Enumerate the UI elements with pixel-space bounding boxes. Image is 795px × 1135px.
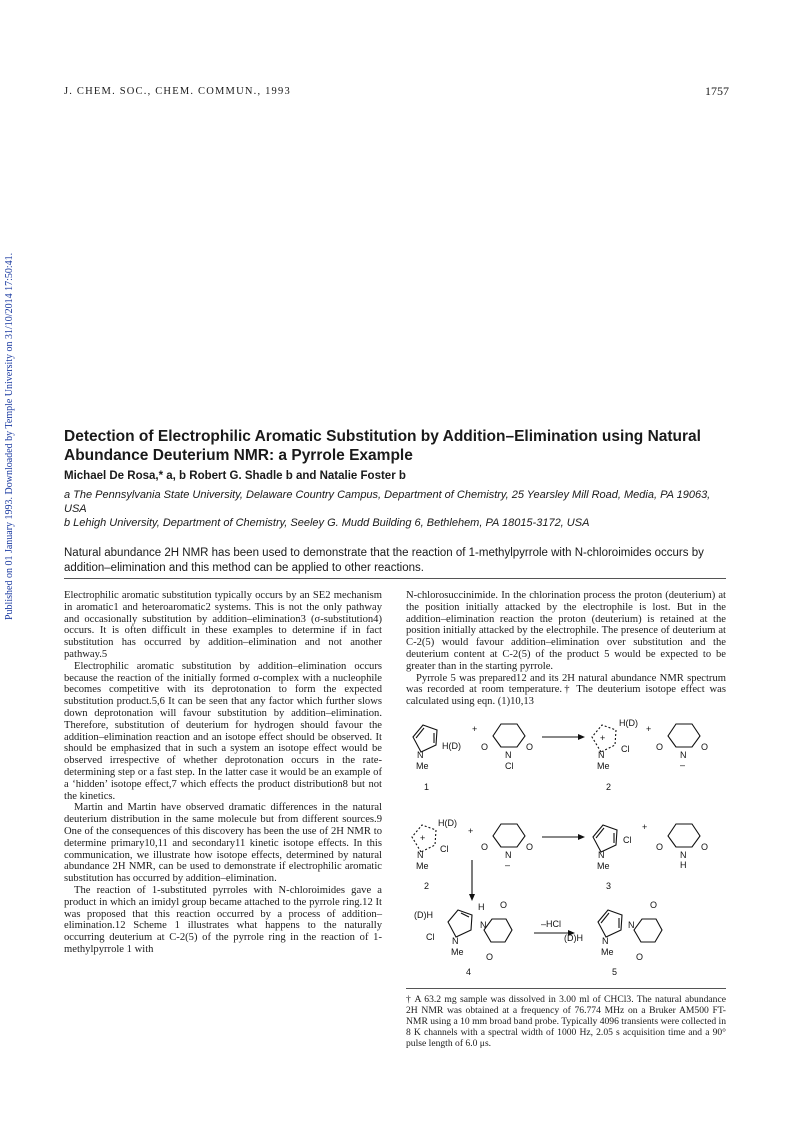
svg-text:N: N [680, 850, 687, 860]
compound-number: 2 [424, 881, 430, 891]
svg-text:Me: Me [597, 861, 610, 871]
article-title: Detection of Electrophilic Aromatic Substitution by Addition–Elimination using Natural Abundance Deuterium NMR: a Pyrrole Example [64, 428, 701, 464]
svg-text:Cl: Cl [623, 835, 632, 845]
svg-text:+: + [646, 724, 652, 734]
svg-text:H(D): H(D) [438, 818, 457, 828]
body-column-left [64, 590, 382, 956]
svg-text:+: + [420, 833, 426, 843]
running-head: J. CHEM. SOC., CHEM. COMMUN., 1993 [64, 86, 291, 97]
svg-text:O: O [650, 900, 658, 910]
download-notice-text: Published on 01 January 1993. Downloaded by Temple University on 31/10/2014 17:50:41. [4, 252, 15, 620]
svg-text:H(D): H(D) [619, 718, 638, 728]
svg-text:–: – [505, 860, 511, 870]
abstract-rule [64, 578, 726, 579]
scheme-label: H(D) [442, 741, 461, 751]
svg-text:O: O [526, 842, 534, 852]
author-list: Michael De Rosa,* a, b Robert G. Shadle b and Natalie Foster b [64, 470, 406, 482]
affiliation-a: a The Pennsylvania State University, Delaware Country Campus, Department of Chemistry, 25 Yearsley Mill Road, Media, PA 19063, USA [64, 489, 711, 515]
svg-text:Me: Me [597, 761, 610, 771]
svg-text:Me: Me [416, 861, 429, 871]
svg-text:O: O [656, 742, 664, 752]
svg-text:+: + [600, 733, 606, 743]
svg-text:+: + [468, 826, 474, 836]
svg-text:–HCl: –HCl [541, 919, 562, 929]
svg-text:Me: Me [601, 947, 614, 957]
body-column-right [406, 590, 726, 708]
svg-text:N: N [480, 920, 487, 930]
svg-text:(D)H: (D)H [414, 910, 433, 920]
svg-text:O: O [486, 952, 494, 962]
paragraph: N-chlorosuccinimide. In the chlorination process the proton (deuterium) at the position initially attacked by the electrophile is lost. But in the addition–elimination reaction the proton (deuterium) is retained at the position initially attacked by the electrophile. The presence of deuterium at C-2(5) would favour addition–elimination over substitution and the deuterium content at C-2(5) of the product 5 would be expected to be greater than in the starting pyrrole. [406, 590, 726, 672]
paragraph: Martin and Martin have observed dramatic differences in the natural deuterium distribution in the same molecule but from different sources.9 One of the consequences of this discovery has been the use of 2H NMR to determine primary10,11 and secondary11 kinetic isotope effects. In this communication, we illustrate how isotope effects, determined by natural abundance 2H NMR, can be used to demonstrate if electrophilic aromatic substitution has occurred by addition–elimination. [64, 802, 382, 885]
compound-number: 3 [606, 881, 612, 891]
paragraph: Electrophilic aromatic substitution by addition–elimination occurs because the reaction of the initially formed σ-complex with a nucleophile becomes competitive with its deprotonation to form the expected substitution product.5,6 It can be seen that any factor which further slows down deprotonation will favour substitution by addition–elimination. Therefore, substitution of deuterium for hydrogen should favour the addition–elimination reaction and an isotope effect should be observed. It should be emphasized that in such a system an isotope effect would be observed irrespective of whether deprotonation occurs in the rate-determining step or a fast step. In the latter case it would be an example of a ‘hidden’ isotope effect,7 which effects the product distribution8 but not the kinetics. [64, 660, 382, 802]
succinimide-ring [493, 724, 525, 747]
footnote-rule [406, 988, 726, 989]
svg-text:N: N [417, 850, 424, 860]
svg-text:O: O [701, 742, 709, 752]
compound-number: 1 [424, 782, 430, 792]
compound-number: 5 [612, 967, 618, 977]
plus-sign: + [472, 724, 478, 734]
footnote: † A 63.2 mg sample was dissolved in 3.00 ml of CHCl3. The natural abundance 2H NMR was obtained at a frequency of 76.774 MHz on a Bruker AM500 FT-NMR using a 10 mm broad band probe. Typically 4096 transients were collected in 8 K channels with a spectral width of 1000 Hz, 2.05 s acquisition time and a 90° pulse length of 6.0 μs. [406, 994, 726, 1049]
paragraph: Pyrrole 5 was prepared12 and its 2H natural abundance NMR spectrum was recorded at room temperature.† The deuterium isotope effect was calculated using eqn. (1)10,13 [406, 672, 726, 708]
svg-text:N: N [680, 750, 687, 760]
svg-text:(D)H: (D)H [564, 933, 583, 943]
svg-text:N: N [505, 750, 512, 760]
svg-text:N: N [598, 750, 605, 760]
compound-number: 4 [466, 967, 472, 977]
reaction-scheme [406, 712, 736, 982]
svg-text:–: – [680, 760, 686, 770]
page-number: 1757 [705, 84, 729, 98]
scheme-label: N [417, 750, 424, 760]
svg-text:Cl: Cl [505, 761, 514, 771]
svg-text:O: O [481, 742, 489, 752]
svg-text:O: O [500, 900, 508, 910]
svg-text:+: + [642, 822, 648, 832]
abstract: Natural abundance 2H NMR has been used to demonstrate that the reaction of 1-methylpyrrole with N-chloroimides occurs by addition–elimination and this method can be applied to other reactions. [64, 547, 704, 574]
svg-text:O: O [636, 952, 644, 962]
svg-text:N: N [628, 920, 635, 930]
svg-text:N: N [602, 936, 609, 946]
svg-text:O: O [656, 842, 664, 852]
pyrrole-ring-1 [413, 725, 437, 752]
svg-text:O: O [701, 842, 709, 852]
svg-text:O: O [481, 842, 489, 852]
svg-text:O: O [526, 742, 534, 752]
paragraph: The reaction of 1-substituted pyrroles with N-chloroimides gave a product in which an imidyl group became attached to the pyrrole ring.12 It was proposed that this reaction occurred by a process of addition–elimination.12 Scheme 1 illustrates what happens to the naturally occurring deuterium at C-2(5) of the pyrrole ring in the reaction of 1-methylpyrrole 1 with [64, 884, 382, 955]
paragraph: Electrophilic aromatic substitution typically occurs by an SE2 mechanism in aromatic1 and heteroaromatic2 systems. This is not the only pathway and occasionally substitution by addition–elimination3 (σ-substitution4) occurs. It is often difficult in these examples to determine if in fact substitution has occurred by addition–elimination and not another pathway.5 [64, 590, 382, 660]
svg-text:Cl: Cl [426, 932, 435, 942]
compound-number: 2 [606, 782, 612, 792]
svg-text:N: N [505, 850, 512, 860]
svg-text:H: H [478, 902, 485, 912]
svg-text:N: N [452, 936, 459, 946]
svg-text:N: N [598, 850, 605, 860]
svg-text:Cl: Cl [440, 844, 449, 854]
svg-text:Me: Me [451, 947, 464, 957]
scheme-label: Me [416, 761, 429, 771]
affiliation-b: b Lehigh University, Department of Chemistry, Seeley G. Mudd Building 6, Bethlehem, PA 18015-3172, USA [64, 517, 590, 529]
svg-text:Cl: Cl [621, 744, 630, 754]
svg-text:H: H [680, 860, 687, 870]
